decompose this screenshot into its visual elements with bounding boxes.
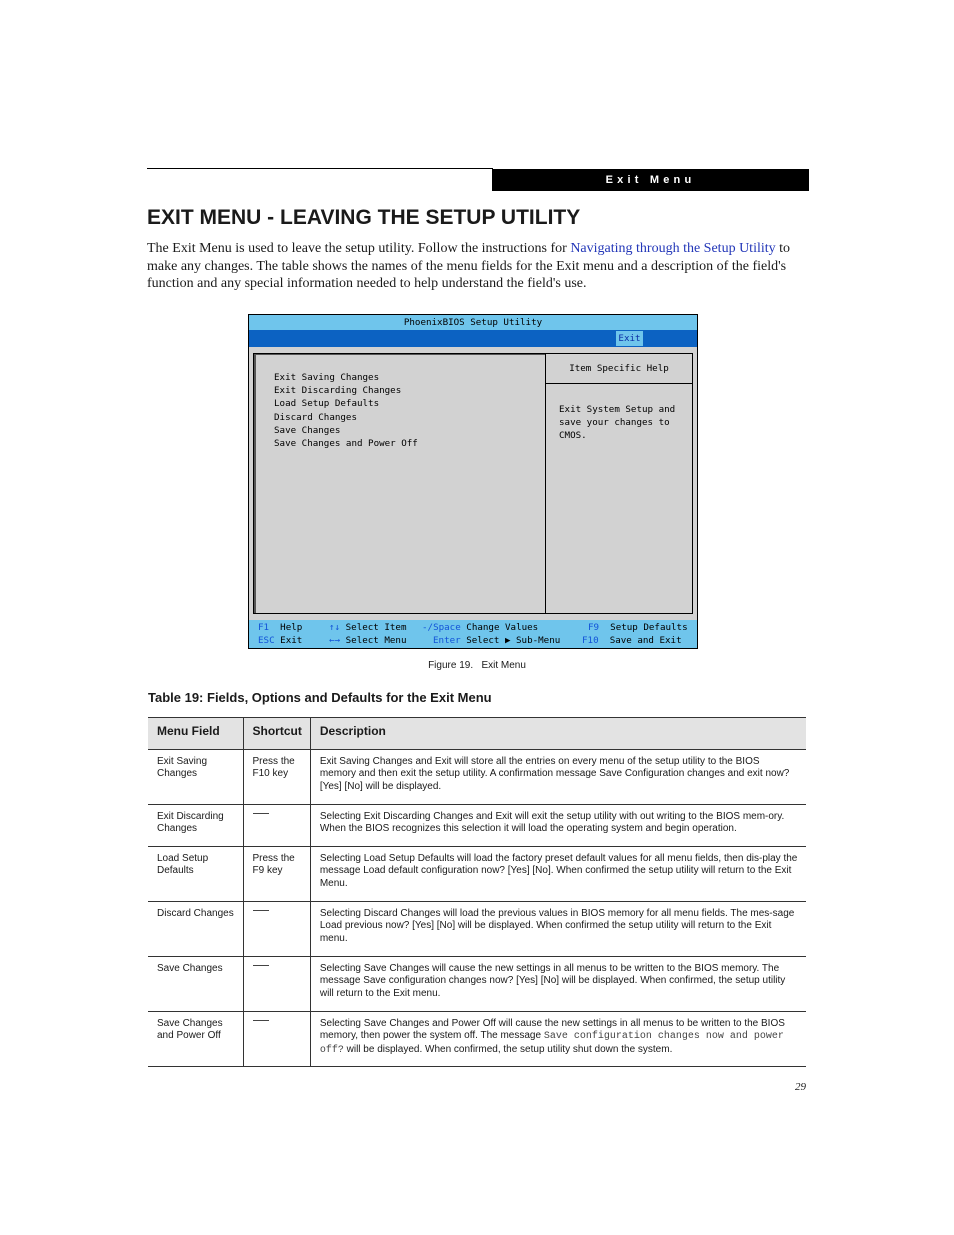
- description-text: will be displayed. When confirmed, the setup utility shut down the system.: [343, 1043, 673, 1055]
- description-cell: Selecting Save Changes will cause the new settings in all menus to be written to the BIOS memory. The message Save configuration changes now? [Yes] [No] will be displayed. When confirmed, the setup utility will return to the Exit menu.: [310, 957, 806, 1012]
- enter-key: Enter: [433, 635, 461, 646]
- em-dash-placeholder: [253, 965, 269, 966]
- table-row: [148, 847, 806, 902]
- column-header-shortcut: Shortcut: [243, 718, 310, 750]
- description-cell: Selecting Exit Discarding Changes and Exit will exit the setup utility with out writing to the BIOS mem-ory. When the BIOS recognizes this selection it will load the operating system and begin operation.: [310, 805, 806, 847]
- page-title: EXIT MENU - LEAVING THE SETUP UTILITY: [147, 206, 581, 229]
- bios-main-panel: [253, 353, 693, 614]
- menu-field-cell: Exit Saving Changes: [148, 750, 243, 805]
- f1-label: Help: [280, 622, 303, 633]
- description-text: Selecting Save Changes and Power Off will cause the new settings in all menus to be written to the BIOS memory, then power the system off. The message: [319, 1018, 785, 1042]
- bios-option-exit-discarding[interactable]: Exit Discarding Changes: [274, 385, 402, 397]
- navigating-setup-utility-link[interactable]: Navigating through the Setup Utility: [570, 241, 776, 256]
- bios-help-line: Exit System Setup and: [559, 404, 676, 415]
- em-dash-placeholder: [253, 1020, 269, 1021]
- save-and-exit-label: Save and Exit: [609, 635, 682, 646]
- table-row: [148, 957, 806, 1012]
- intro-text-after: to make any changes. The table shows the names of the menu fields for the Exit menu and a description of the field's function and any special information needed to help understand the field's use.: [147, 241, 791, 291]
- esc-key: ESC: [258, 635, 275, 646]
- shortcut-cell: [243, 1012, 310, 1067]
- shortcut-cell: Press the F10 key: [243, 750, 310, 805]
- select-menu-label: Select Menu: [345, 635, 407, 646]
- column-header-description: Description: [310, 718, 806, 750]
- space-key: -/Space: [422, 622, 461, 633]
- section-header-bar: Exit Menu: [492, 169, 809, 191]
- f1-key: F1: [258, 622, 270, 633]
- shortcut-cell: [243, 957, 310, 1012]
- bios-help-title: Item Specific Help: [546, 354, 692, 384]
- bios-screenshot: [248, 314, 698, 649]
- menu-field-cell: Load Setup Defaults: [148, 847, 243, 902]
- table-row: [148, 805, 806, 847]
- shortcut-cell: Press the F9 key: [243, 847, 310, 902]
- bios-option-save-changes[interactable]: Save Changes: [274, 424, 341, 436]
- bios-tab-exit[interactable]: Exit: [616, 331, 643, 346]
- up-down-arrows-icon: ↑↓: [329, 622, 341, 633]
- bios-key-legend: [249, 620, 697, 648]
- bios-option-exit-saving[interactable]: Exit Saving Changes: [274, 372, 380, 383]
- bios-option-save-power-off[interactable]: Save Changes and Power Off: [274, 437, 418, 449]
- table-title: Table 19: Fields, Options and Defaults for the Exit Menu: [148, 690, 492, 705]
- table-header-row: [148, 718, 806, 750]
- description-cell: [310, 1012, 806, 1067]
- em-dash-placeholder: [253, 910, 269, 911]
- bios-menu-bar: [249, 330, 697, 347]
- description-cell: Selecting Load Setup Defaults will load the factory preset default values for all menu fields, then dis-play the message Load default configuration now? [Yes] [No]. When confirmed the setup utility will return to the Exit Menu.: [310, 847, 806, 902]
- f10-key: F10: [582, 635, 599, 646]
- exit-menu-fields-table: [148, 717, 806, 1067]
- select-submenu-label: Select ▶ Sub-Menu: [466, 635, 561, 646]
- description-cell: Selecting Discard Changes will load the previous values in BIOS memory for all menu fields. The mes-sage Load previous now? [Yes] [No] will be displayed. When confirmed the setup utility will return to the Exit menu.: [310, 902, 806, 957]
- menu-field-cell: Exit Discarding Changes: [148, 805, 243, 847]
- description-code-message: Save configuration changes now and power off?: [319, 1031, 784, 1056]
- esc-label: Exit: [280, 635, 303, 646]
- menu-field-cell: Save Changes: [148, 957, 243, 1012]
- change-values-label: Change Values: [466, 622, 539, 633]
- table-row: [148, 750, 806, 805]
- table-row: [148, 902, 806, 957]
- column-header-menu-field: Menu Field: [148, 718, 243, 750]
- bios-help-pane: [545, 354, 692, 613]
- f9-key: F9: [588, 622, 600, 633]
- bios-help-text: [559, 403, 675, 442]
- left-right-arrows-icon: ←→: [329, 635, 341, 646]
- description-cell: Exit Saving Changes and Exit will store all the entries on every menu of the setup utility to the BIOS memory and then exit the setup utility. A confirmation message Save Configuration changes and exit now? [Yes] [No] will be displayed.: [310, 750, 806, 805]
- shortcut-cell: [243, 805, 310, 847]
- intro-text-before: The Exit Menu is used to leave the setup utility. Follow the instructions for: [147, 241, 571, 256]
- bios-option-load-defaults[interactable]: Load Setup Defaults: [274, 398, 380, 410]
- bios-title: PhoenixBIOS Setup Utility: [249, 315, 697, 330]
- header-rule: [147, 168, 493, 169]
- bios-options-pane: [254, 354, 545, 613]
- table-row: [148, 1012, 806, 1067]
- bios-help-line: save your changes to: [559, 417, 670, 428]
- em-dash-placeholder: [253, 813, 269, 814]
- bios-option-discard-changes[interactable]: Discard Changes: [274, 411, 357, 423]
- menu-field-cell: Save Changes and Power Off: [148, 1012, 243, 1067]
- bios-help-line: CMOS.: [559, 430, 587, 441]
- setup-defaults-label: Setup Defaults: [610, 622, 688, 633]
- shortcut-cell: [243, 902, 310, 957]
- menu-field-cell: Discard Changes: [148, 902, 243, 957]
- select-item-label: Select Item: [345, 622, 407, 633]
- page-number: 29: [795, 1081, 806, 1093]
- intro-paragraph: [147, 240, 797, 293]
- figure-caption: Figure 19. Exit Menu: [428, 660, 526, 671]
